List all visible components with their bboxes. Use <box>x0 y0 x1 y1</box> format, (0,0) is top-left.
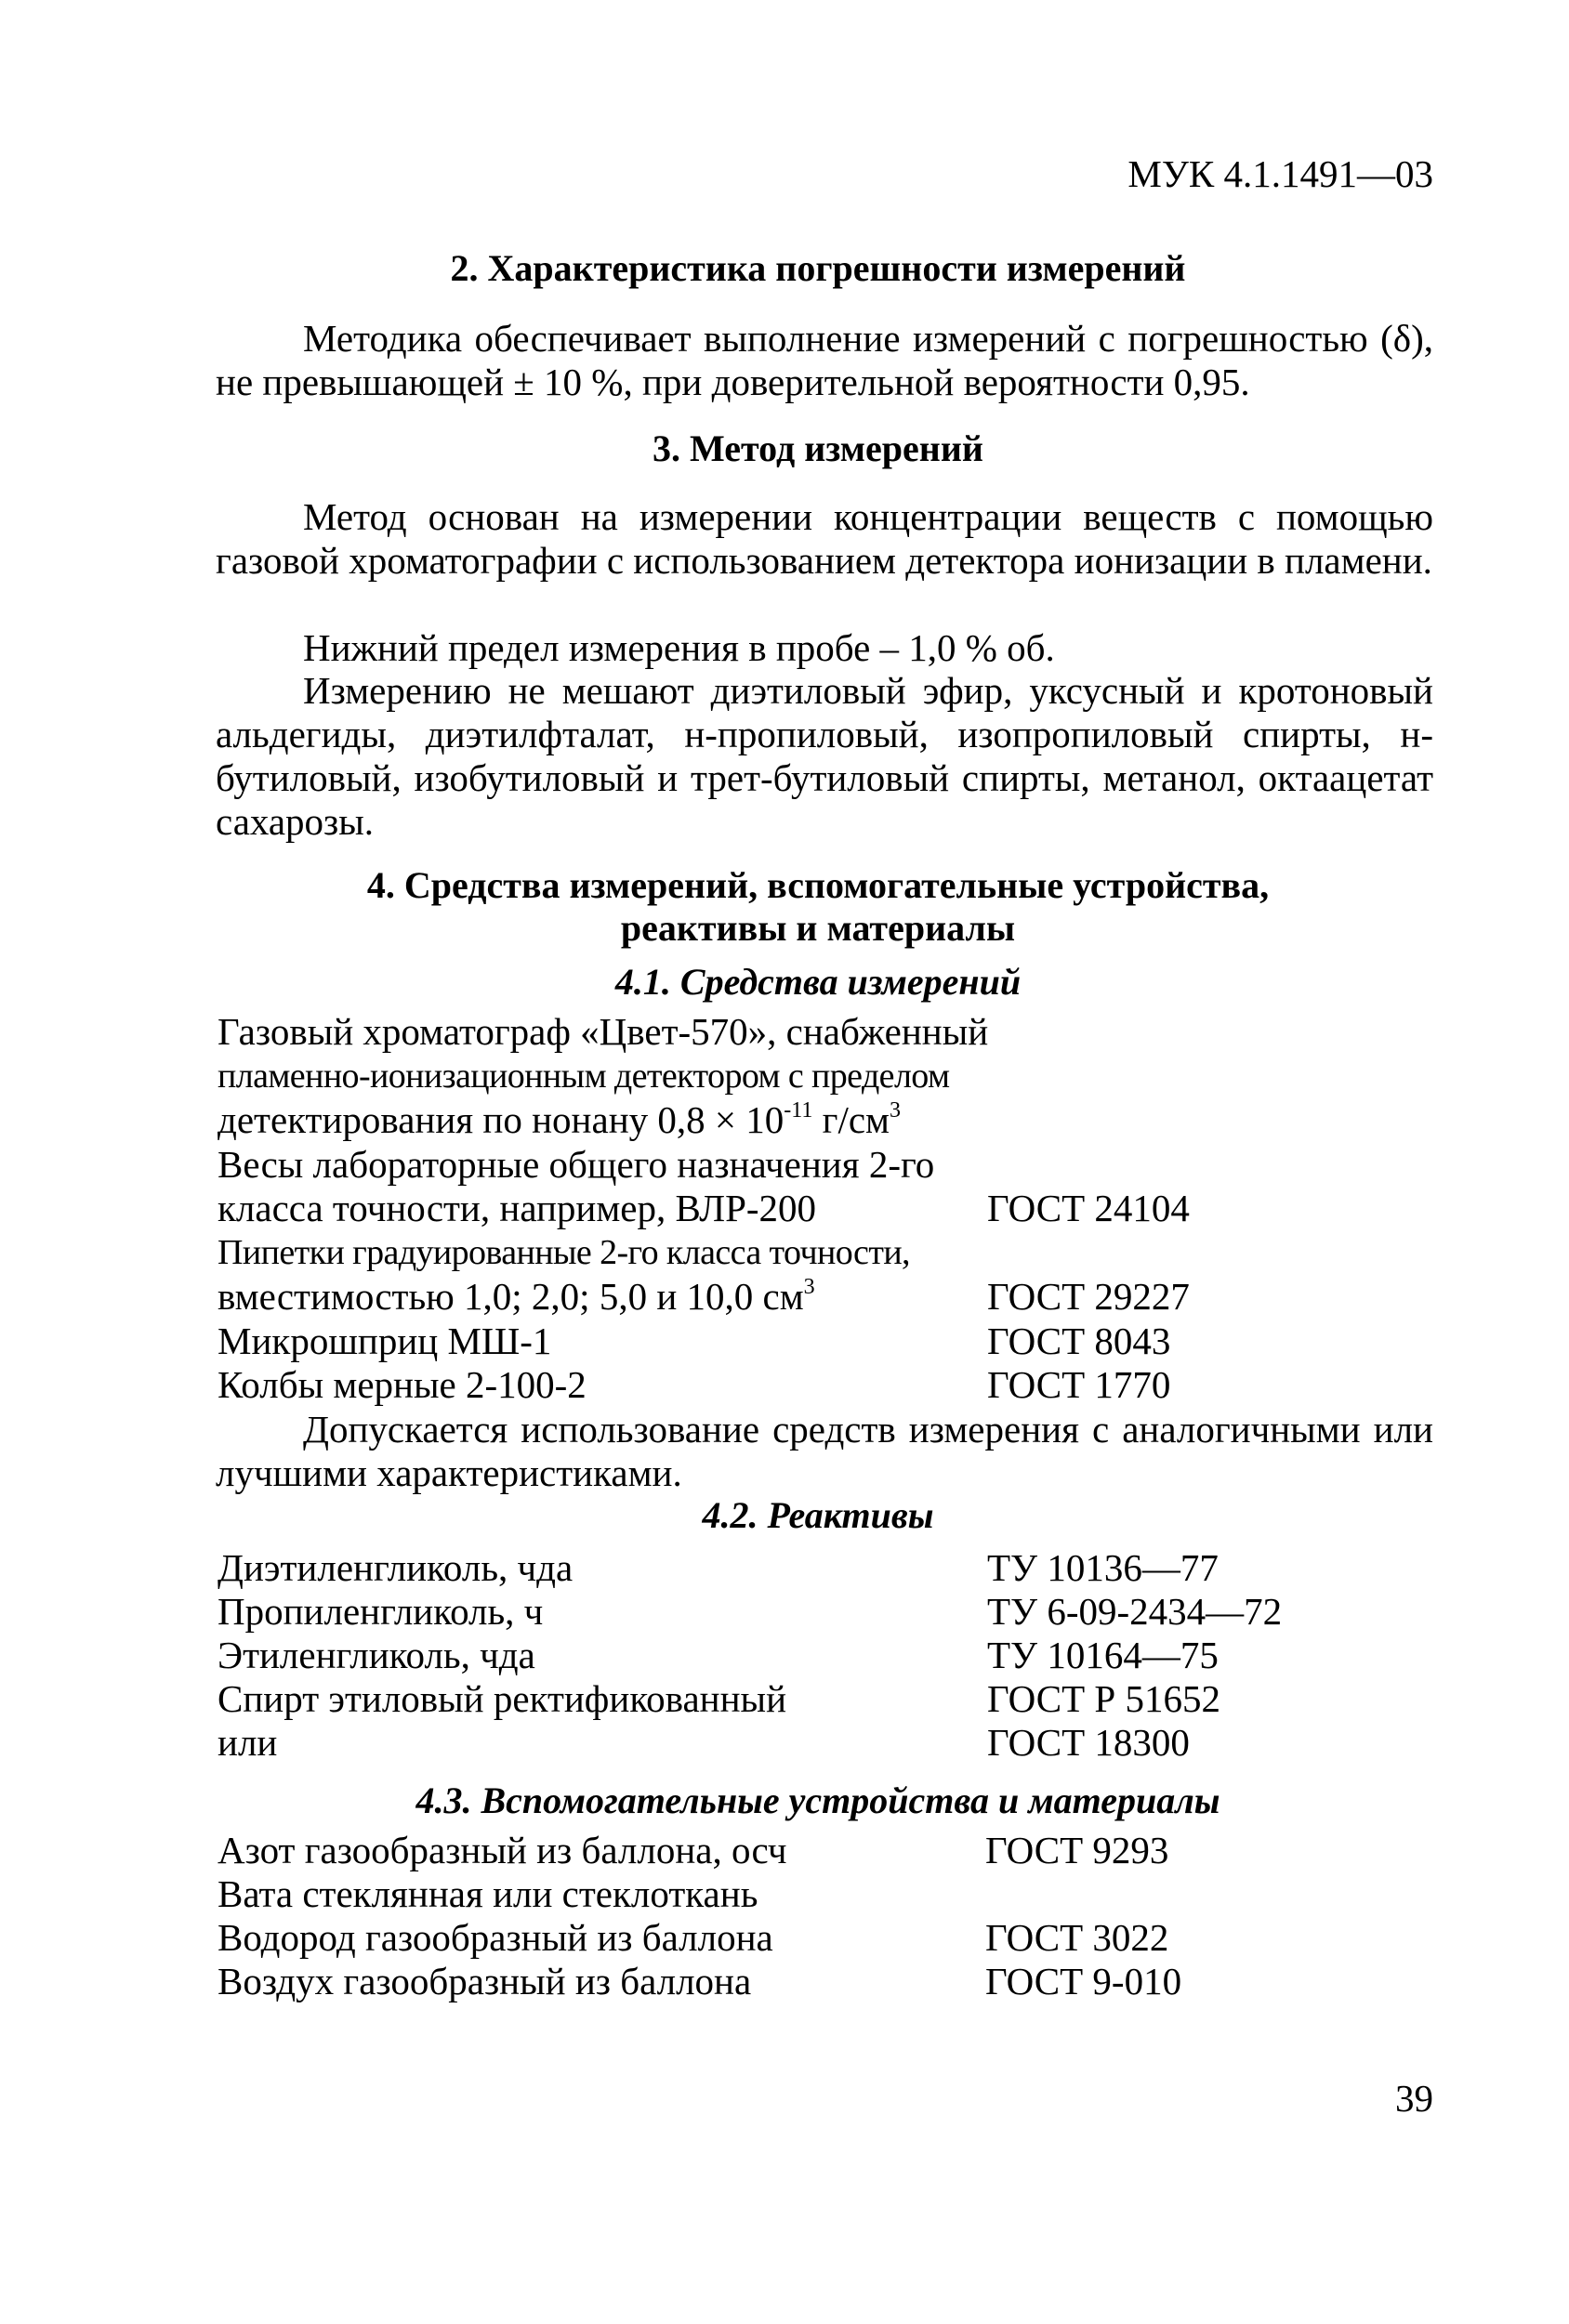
section-3-title: 3. Метод измерений <box>653 427 983 469</box>
subsection-4-2-title: 4.2. Реактивы <box>702 1494 934 1536</box>
list-item <box>216 1187 1433 1230</box>
list-item <box>216 1320 1433 1363</box>
table-row <box>216 1677 1433 1721</box>
section-4-title-line-2: реактивы и материалы <box>620 907 1016 949</box>
item-name: Диэтиленгликоль, чда <box>218 1546 574 1589</box>
standard-ref: ГОСТ 24104 <box>987 1187 1190 1229</box>
list-item <box>216 1275 1433 1319</box>
section-3-text-2: Нижний предел измерения в пробе – 1,0 % об. <box>303 626 1055 669</box>
item-name: или <box>218 1721 278 1764</box>
subsection-4-3-title: 4.3. Вспомогательные устройства и материалы <box>415 1779 1220 1821</box>
standard-ref: ТУ 6-09-2434—72 <box>987 1590 1283 1633</box>
item-name: Водород газообразный из баллона <box>218 1916 773 1959</box>
list-item <box>216 1010 1433 1054</box>
table-row <box>216 1829 1433 1872</box>
table-row <box>216 1634 1433 1677</box>
instrument-line: Весы лабораторные общего назначения 2-го <box>218 1143 935 1186</box>
instrument-line: Газовый хроматограф «Цвет-570», снабженный <box>218 1010 989 1053</box>
standard-ref: ГОСТ 18300 <box>987 1721 1190 1764</box>
table-row <box>216 1916 1433 1960</box>
standard-ref: ГОСТ 29227 <box>987 1275 1190 1318</box>
table-row <box>216 1546 1433 1590</box>
instrument-line: пламенно-ионизационным детектором с пределом <box>218 1057 950 1096</box>
standard-ref: ГОСТ 9-010 <box>985 1960 1182 2002</box>
item-name: Воздух газообразный из баллона <box>218 1960 752 2002</box>
standard-ref: ГОСТ 1770 <box>987 1363 1171 1406</box>
standard-ref: ТУ 10164—75 <box>987 1634 1219 1676</box>
section-3-text-3: Измерению не мешают диэтиловый эфир, уксусный и кротоновый альдегиды, диэтилфталат, н-пропиловый, изопропиловый спирты, н-бутиловый, изобутиловый и трет-бутиловый спирты, метанол, октаацетат сахарозы. <box>216 669 1433 843</box>
exponent: 3 <box>803 1275 815 1299</box>
page-number: 39 <box>1395 2077 1433 2120</box>
section-2-title: 2. Характеристика погрешности измерений <box>450 247 1186 289</box>
standard-ref: ГОСТ 8043 <box>987 1320 1171 1362</box>
item-name: Пропиленгликоль, ч <box>218 1590 544 1633</box>
standard-ref: ГОСТ Р 51652 <box>987 1677 1220 1720</box>
document-code: МУК 4.1.1491—03 <box>1127 152 1433 195</box>
exponent: -11 <box>784 1098 813 1123</box>
list-item <box>216 1098 1433 1142</box>
instrument-line: детектирования по нонану $0,8 \times 10^{-11}$ $г/см^3$ <box>218 1098 901 1141</box>
table-row <box>216 1721 1433 1765</box>
instruments-note: Допускается использование средств измерения с аналогичными или лучшими характеристиками. <box>216 1408 1433 1494</box>
list-item <box>216 1055 1433 1098</box>
standard-ref: ГОСТ 3022 <box>985 1916 1169 1959</box>
standard-ref: ТУ 10136—77 <box>987 1546 1219 1589</box>
instrument-line: Пипетки градуированные 2-го класса точности, <box>218 1233 910 1272</box>
section-2-text: Методика обеспечивает выполнение измерений с погрешностью (δ), не превышающей ± 10 %, при доверительной вероятности 0,95. <box>216 317 1433 403</box>
item-name: Вата стеклянная или стеклоткань <box>218 1872 758 1915</box>
section-3-text-1: Метод основан на измерении концентрации веществ с помощью газовой хроматографии с использованием детектора ионизации в пламени. <box>216 495 1433 582</box>
table-row <box>216 1872 1433 1916</box>
subsection-4-1-title: 4.1. Средства измерений <box>614 961 1022 1003</box>
standard-ref: ГОСТ 9293 <box>985 1829 1169 1871</box>
instrument-line: Микрошприц МШ-1 <box>218 1320 552 1362</box>
instrument-line: Колбы мерные 2-100-2 <box>218 1363 587 1406</box>
instrument-line: класса точности, например, ВЛР-200 <box>218 1187 817 1229</box>
list-item <box>216 1231 1433 1275</box>
item-name: Азот газообразный из баллона, осч <box>218 1829 787 1871</box>
item-name: Спирт этиловый ректификованный <box>218 1677 787 1720</box>
table-row <box>216 1960 1433 2003</box>
exponent: 3 <box>889 1098 901 1123</box>
item-name: Этиленгликоль, чда <box>218 1634 535 1676</box>
table-row <box>216 1590 1433 1634</box>
list-item <box>216 1363 1433 1407</box>
section-4-title-line-1: 4. Средства измерений, вспомогательные устройства, <box>366 864 1270 906</box>
instrument-line: вместимостью 1,0; 2,0; 5,0 и 10,0 $см^3$ <box>218 1275 815 1318</box>
list-item <box>216 1143 1433 1187</box>
